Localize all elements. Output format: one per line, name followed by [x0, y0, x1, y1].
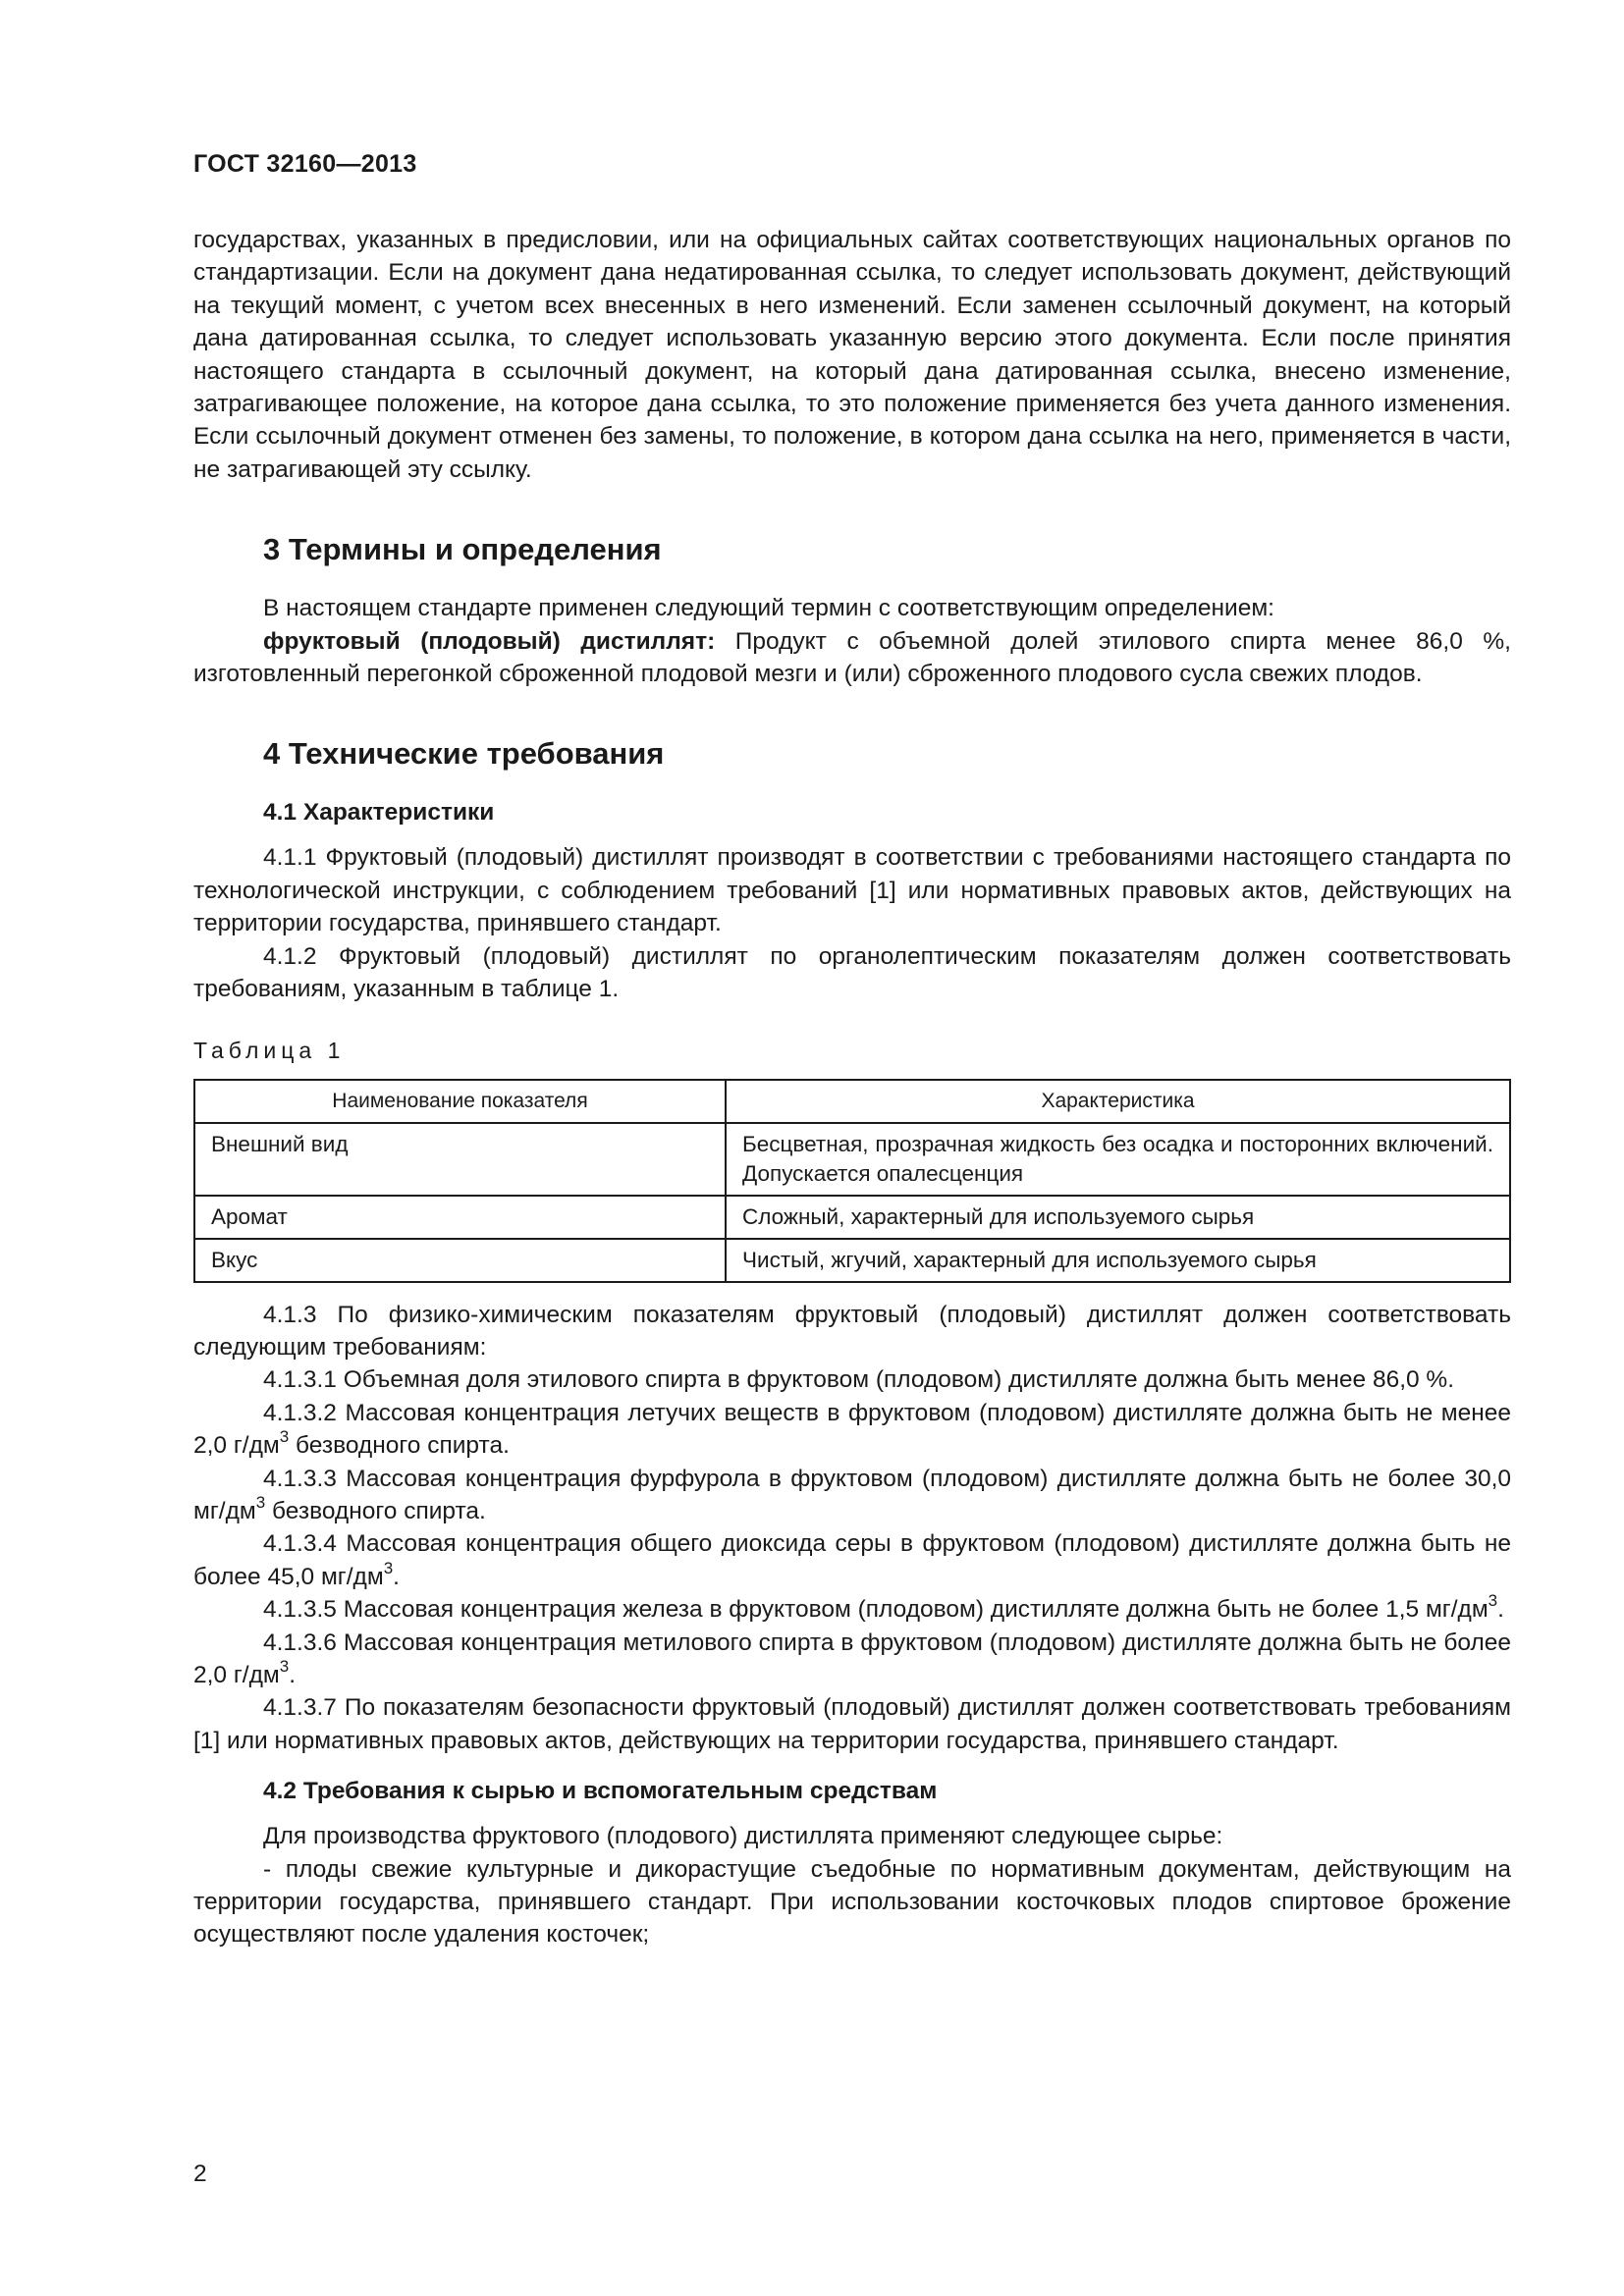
clause-text: . — [289, 1661, 297, 1688]
clause-4-1-2: 4.1.2 Фруктовый (плодовый) дистиллят по органолептическим показателям должен соответствовать требованиям, указанным в таблице 1. — [193, 942, 1511, 1003]
table-cell-indicator: Вкус — [194, 1239, 726, 1282]
clause-text: безводного спирта. — [289, 1432, 510, 1460]
table-cell-characteristic: Чистый, жгучий, характерный для используемого сырья — [726, 1239, 1510, 1282]
clause-text: 4.1.3.4 Массовая концентрация общего диоксида серы в фруктовом (плодовом) дистилляте должна быть не более 45,0 мг/дм — [193, 1530, 1511, 1590]
intro-paragraph: государствах, указанных в предисловии, или на официальных сайтах соответствующих национальных органов по стандартизации. Если на документ дана недатированная ссылка, то следует использовать документ, действующий на текущий момент, с учетом всех внесенных в него изменений. Если заменен ссылочный документ, на который дана датированная ссылка, то следует использовать указанную версию этого документа. Если после принятия настоящего стандарта в ссылочный документ, на который дана датированная ссылка, внесено изменение, затрагивающее положение, на которое дана ссылка, то это положение применяется без учета данного изменения. Если ссылочный документ отменен без замены, то положение, в котором дана ссылка на него, применяется в части, не затрагивающей эту ссылку. — [193, 227, 1511, 483]
table-cell-indicator: Аромат — [194, 1196, 726, 1239]
clause-4-1-3-5 — [193, 1593, 1511, 1626]
term-name: фруктовый (плодовый) дистиллят: — [263, 627, 716, 655]
clause-4-1-3-4 — [193, 1527, 1511, 1593]
subsection-4-2-heading: 4.2 Требования к сырью и вспомогательным средствам — [263, 1778, 938, 1805]
clause-text: 4.1.3.6 Массовая концентрация метилового спирта в фруктовом (плодовом) дистилляте должна быть не более 2,0 г/дм — [193, 1629, 1511, 1688]
clause-text: . — [393, 1563, 400, 1590]
table-cell-characteristic: Сложный, характерный для используемого сырья — [726, 1196, 1510, 1239]
section-3-intro: В настоящем стандарте применен следующий термин с соответствующим определением: — [263, 595, 1274, 622]
superscript: 3 — [279, 1426, 290, 1446]
clause-4-1-3-3 — [193, 1463, 1511, 1528]
document-body — [193, 224, 1511, 1951]
table-row — [194, 1239, 1510, 1282]
table-cell-characteristic: Бесцветная, прозрачная жидкость без осадка и посторонних включений. Допускается опалесценция — [726, 1123, 1510, 1196]
clause-text: 4.1.3.3 Массовая концентрация фурфурола в фруктовом (плодовом) дистилляте должна быть не более 30,0 мг/дм — [193, 1465, 1511, 1524]
section-4-heading: 4 Технические требования — [263, 736, 665, 772]
standard-code-header: ГОСТ 32160—2013 — [193, 150, 417, 178]
table-caption: Таблица 1 — [193, 1037, 346, 1063]
clause-4-1-3-6 — [193, 1627, 1511, 1692]
clause-4-1-3-1: 4.1.3.1 Объемная доля этилового спирта в фруктовом (плодовом) дистилляте должна быть менее 86,0 %. — [263, 1366, 1455, 1394]
clause-4-1-1: 4.1.1 Фруктовый (плодовый) дистиллят производят в соответствии с требованиями настоящего стандарта по технологической инструкции, с соблюдением требований [1] или нормативных правовых актов, действующих на территории государства, принявшего стандарт. — [193, 844, 1511, 937]
table-header-characteristic: Характеристика — [726, 1080, 1510, 1123]
table-header-row — [194, 1080, 1510, 1123]
section-3-heading: 3 Термины и определения — [263, 532, 662, 567]
clause-text: . — [1497, 1596, 1504, 1624]
superscript: 3 — [383, 1558, 394, 1577]
superscript: 3 — [279, 1656, 290, 1676]
term-definition-paragraph — [193, 625, 1511, 691]
superscript: 3 — [1488, 1591, 1498, 1610]
subsection-4-1-heading: 4.1 Характеристики — [263, 799, 495, 827]
table-row — [194, 1123, 1510, 1196]
page-number: 2 — [193, 2161, 207, 2187]
clause-text: 4.1.3.2 Массовая концентрация летучих веществ в фруктовом (плодовом) дистилляте должна быть не менее 2,0 г/дм — [193, 1399, 1511, 1460]
term-definition: Продукт с объемной долей этилового спирта менее 86,0 %, изготовленный перегонкой сброженной плодовой мезги и (или) сброженного плодового сусла свежих плодов. — [193, 627, 1511, 688]
clause-text: безводного спирта. — [265, 1497, 486, 1524]
superscript: 3 — [255, 1492, 266, 1512]
table-row — [194, 1196, 1510, 1239]
clause-4-1-3: 4.1.3 По физико-химическим показателям фруктовый (плодовый) дистиллят должен соответствовать следующим требованиям: — [193, 1301, 1511, 1361]
table-cell-indicator: Внешний вид — [194, 1123, 726, 1196]
clause-4-1-3-2 — [193, 1397, 1511, 1463]
organoleptic-table — [193, 1079, 1511, 1283]
clause-text: 4.1.3.5 Массовая концентрация железа в фруктовом (плодовом) дистилляте должна быть не более 1,5 мг/дм — [263, 1596, 1489, 1624]
raw-material-list-item: - плоды свежие культурные и дикорастущие съедобные по нормативным документам, действующим на территории государства, принявшего стандарт. При использовании косточковых плодов спиртовое брожение осуществляют после удаления косточек; — [193, 1855, 1511, 1949]
table-header-indicator: Наименование показателя — [194, 1080, 726, 1123]
clause-4-1-3-7: 4.1.3.7 По показателям безопасности фруктовый (плодовый) дистиллят должен соответствовать требованиям [1] или нормативных правовых актов, действующих на территории государства, принявшего стандарт. — [193, 1694, 1511, 1754]
clause-4-2-intro: Для производства фруктового (плодового) дистиллята применяют следующее сырье: — [263, 1823, 1223, 1850]
